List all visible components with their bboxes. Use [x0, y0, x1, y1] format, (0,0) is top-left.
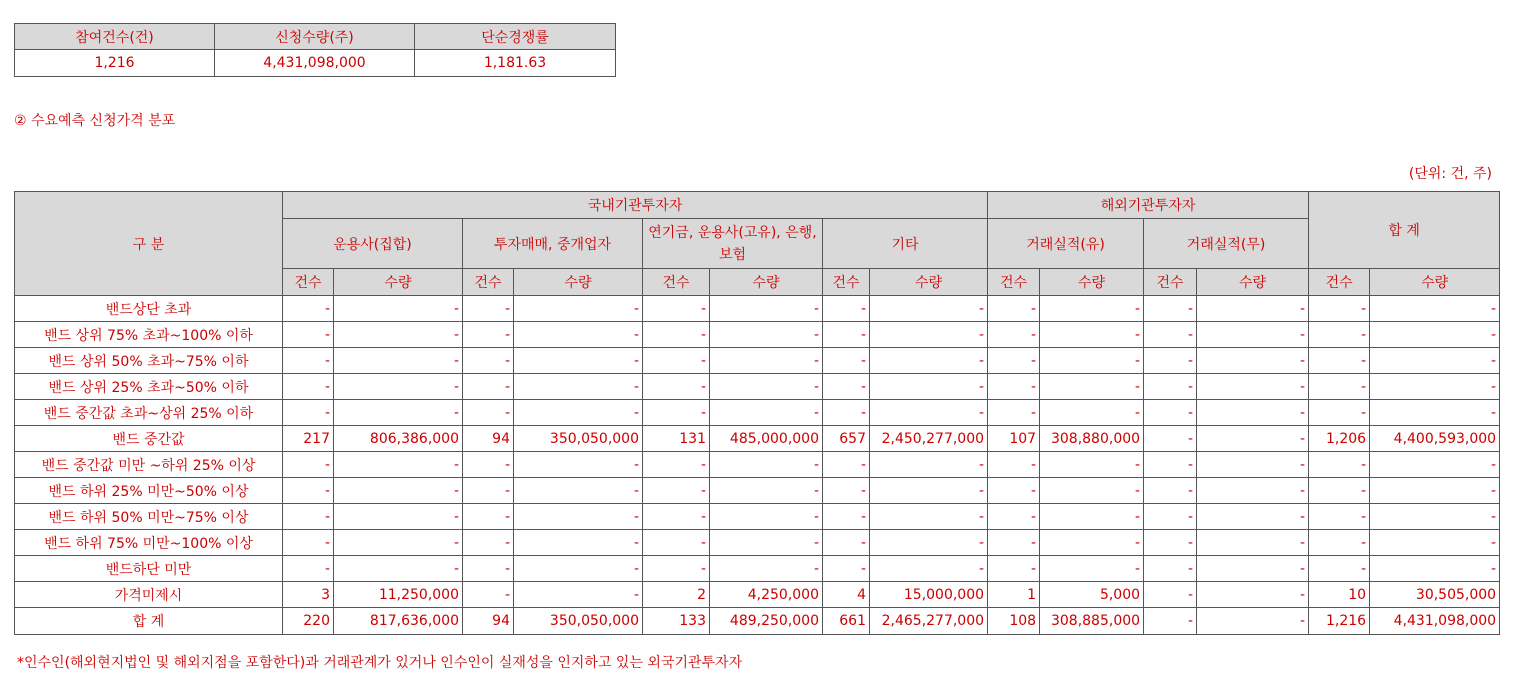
header-count: 건수: [463, 269, 514, 296]
summary-quantity: 4,431,098,000: [215, 50, 415, 77]
summary-header-row: [15, 24, 616, 50]
count-cell: -: [283, 452, 334, 478]
header-qty: 수량: [1040, 269, 1144, 296]
count-cell: -: [1144, 452, 1197, 478]
count-cell: -: [1144, 400, 1197, 426]
header-count: 건수: [823, 269, 870, 296]
quantity-cell: 4,400,593,000: [1370, 426, 1500, 452]
quantity-cell: -: [334, 478, 463, 504]
quantity-cell: 15,000,000: [870, 582, 988, 608]
row-label: 밴드 하위 75% 미만~100% 이상: [15, 530, 283, 556]
quantity-cell: -: [710, 348, 823, 374]
quantity-cell: -: [710, 478, 823, 504]
quantity-cell: -: [514, 348, 643, 374]
quantity-cell: 485,000,000: [710, 426, 823, 452]
count-cell: -: [1309, 400, 1370, 426]
count-cell: 10: [1309, 582, 1370, 608]
quantity-cell: -: [514, 452, 643, 478]
count-cell: 2: [643, 582, 710, 608]
header-qty: 수량: [1197, 269, 1309, 296]
quantity-cell: -: [514, 556, 643, 582]
count-cell: -: [463, 478, 514, 504]
header-qty: 수량: [514, 269, 643, 296]
count-cell: 3: [283, 582, 334, 608]
row-label: 밴드 하위 50% 미만~75% 이상: [15, 504, 283, 530]
count-cell: -: [988, 530, 1040, 556]
count-cell: -: [463, 556, 514, 582]
count-cell: -: [1309, 504, 1370, 530]
quantity-cell: -: [334, 296, 463, 322]
quantity-cell: -: [1370, 478, 1500, 504]
count-cell: -: [988, 452, 1040, 478]
header-count: 건수: [643, 269, 710, 296]
quantity-cell: -: [1370, 504, 1500, 530]
quantity-cell: -: [334, 452, 463, 478]
quantity-cell: -: [1197, 426, 1309, 452]
summary-value-row: [15, 50, 616, 77]
unit-label: (단위: 건, 주): [1408, 166, 1492, 182]
quantity-cell: -: [1197, 478, 1309, 504]
count-cell: -: [283, 348, 334, 374]
header-count: 건수: [988, 269, 1040, 296]
quantity-cell: -: [1370, 296, 1500, 322]
table-row: [15, 478, 1500, 504]
count-cell: -: [643, 348, 710, 374]
quantity-cell: 4,250,000: [710, 582, 823, 608]
count-cell: -: [283, 530, 334, 556]
count-cell: -: [463, 374, 514, 400]
quantity-cell: -: [870, 296, 988, 322]
header-qty: 수량: [710, 269, 823, 296]
row-label: 밴드 상위 50% 초과~75% 이하: [15, 348, 283, 374]
count-cell: -: [463, 322, 514, 348]
table-row: [15, 608, 1500, 635]
count-cell: -: [1144, 608, 1197, 635]
table-row: [15, 348, 1500, 374]
quantity-cell: -: [1040, 322, 1144, 348]
quantity-cell: -: [1370, 556, 1500, 582]
quantity-cell: -: [514, 582, 643, 608]
table-row: [15, 426, 1500, 452]
count-cell: -: [1309, 452, 1370, 478]
quantity-cell: -: [1197, 556, 1309, 582]
count-cell: -: [1309, 348, 1370, 374]
count-cell: -: [283, 296, 334, 322]
quantity-cell: -: [1040, 452, 1144, 478]
count-cell: -: [643, 556, 710, 582]
header-row-1: [15, 192, 1500, 219]
count-cell: -: [1309, 556, 1370, 582]
header-record-yes: 거래실적(유): [988, 219, 1144, 269]
quantity-cell: -: [1197, 608, 1309, 635]
quantity-cell: -: [870, 452, 988, 478]
header-dealer: 투자매매, 중개업자: [463, 219, 643, 269]
count-cell: -: [1144, 556, 1197, 582]
header-qty: 수량: [1370, 269, 1500, 296]
quantity-cell: -: [870, 478, 988, 504]
quantity-cell: -: [1370, 374, 1500, 400]
quantity-cell: -: [1370, 400, 1500, 426]
quantity-cell: -: [1040, 478, 1144, 504]
price-distribution-table: [14, 191, 1500, 635]
quantity-cell: -: [514, 530, 643, 556]
footnote: *인수인(해외현지법인 및 해외지점을 포함한다)과 거래관계가 있거나 인수인이 실재성을 인지하고 있는 외국기관투자자: [17, 655, 743, 671]
count-cell: -: [823, 478, 870, 504]
quantity-cell: 11,250,000: [334, 582, 463, 608]
quantity-cell: -: [710, 452, 823, 478]
count-cell: -: [823, 374, 870, 400]
count-cell: -: [283, 374, 334, 400]
table-row: [15, 296, 1500, 322]
header-asset-mgmt: 운용사(집합): [283, 219, 463, 269]
count-cell: -: [463, 348, 514, 374]
quantity-cell: -: [710, 400, 823, 426]
count-cell: 217: [283, 426, 334, 452]
quantity-cell: -: [1197, 322, 1309, 348]
row-label: 밴드 상위 25% 초과~50% 이하: [15, 374, 283, 400]
count-cell: 107: [988, 426, 1040, 452]
quantity-cell: 2,465,277,000: [870, 608, 988, 635]
count-cell: -: [988, 296, 1040, 322]
quantity-cell: -: [1197, 348, 1309, 374]
header-pension: 연기금, 운용사(고유), 은행, 보험: [643, 219, 823, 269]
summary-header-competition-rate: 단순경쟁률: [415, 24, 616, 50]
quantity-cell: -: [1040, 400, 1144, 426]
count-cell: -: [463, 296, 514, 322]
table-row: [15, 530, 1500, 556]
quantity-cell: -: [1040, 348, 1144, 374]
quantity-cell: -: [710, 556, 823, 582]
quantity-cell: -: [514, 374, 643, 400]
count-cell: -: [988, 322, 1040, 348]
count-cell: -: [823, 452, 870, 478]
row-label: 밴드상단 초과: [15, 296, 283, 322]
header-count: 건수: [1309, 269, 1370, 296]
quantity-cell: -: [334, 374, 463, 400]
summary-header-participants: 참여건수(건): [15, 24, 215, 50]
count-cell: -: [988, 374, 1040, 400]
row-label: 밴드 중간값 미만 ~하위 25% 이상: [15, 452, 283, 478]
quantity-cell: -: [710, 322, 823, 348]
quantity-cell: -: [870, 400, 988, 426]
section-title: ② 수요예측 신청가격 분포: [14, 113, 176, 129]
quantity-cell: -: [1370, 452, 1500, 478]
count-cell: -: [1309, 530, 1370, 556]
count-cell: 133: [643, 608, 710, 635]
count-cell: -: [988, 400, 1040, 426]
header-count: 건수: [1144, 269, 1197, 296]
count-cell: -: [643, 452, 710, 478]
quantity-cell: -: [870, 374, 988, 400]
quantity-cell: 4,431,098,000: [1370, 608, 1500, 635]
count-cell: -: [283, 400, 334, 426]
quantity-cell: 806,386,000: [334, 426, 463, 452]
table-body: [15, 296, 1500, 635]
count-cell: 1: [988, 582, 1040, 608]
count-cell: -: [1144, 374, 1197, 400]
table-row: [15, 504, 1500, 530]
quantity-cell: 2,450,277,000: [870, 426, 988, 452]
quantity-cell: -: [1370, 322, 1500, 348]
count-cell: -: [823, 504, 870, 530]
count-cell: -: [643, 322, 710, 348]
count-cell: -: [988, 478, 1040, 504]
header-foreign: 해외기관투자자: [988, 192, 1309, 219]
row-label: 밴드 하위 25% 미만~50% 이상: [15, 478, 283, 504]
quantity-cell: -: [1197, 296, 1309, 322]
count-cell: 661: [823, 608, 870, 635]
quantity-cell: -: [514, 322, 643, 348]
count-cell: -: [823, 322, 870, 348]
count-cell: 131: [643, 426, 710, 452]
quantity-cell: -: [870, 530, 988, 556]
count-cell: -: [1144, 478, 1197, 504]
quantity-cell: -: [870, 504, 988, 530]
count-cell: -: [643, 530, 710, 556]
header-count: 건수: [283, 269, 334, 296]
summary-header-quantity: 신청수량(주): [215, 24, 415, 50]
quantity-cell: -: [870, 322, 988, 348]
count-cell: -: [1309, 374, 1370, 400]
header-domestic: 국내기관투자자: [283, 192, 988, 219]
count-cell: -: [1309, 478, 1370, 504]
count-cell: 220: [283, 608, 334, 635]
count-cell: -: [1144, 530, 1197, 556]
quantity-cell: -: [1040, 530, 1144, 556]
table-row: [15, 556, 1500, 582]
count-cell: -: [643, 296, 710, 322]
count-cell: -: [1144, 296, 1197, 322]
row-label: 밴드하단 미만: [15, 556, 283, 582]
quantity-cell: -: [710, 374, 823, 400]
quantity-cell: -: [1040, 556, 1144, 582]
count-cell: -: [283, 504, 334, 530]
quantity-cell: -: [514, 296, 643, 322]
quantity-cell: -: [334, 530, 463, 556]
count-cell: 94: [463, 608, 514, 635]
quantity-cell: -: [514, 478, 643, 504]
count-cell: 657: [823, 426, 870, 452]
count-cell: -: [463, 400, 514, 426]
header-qty: 수량: [334, 269, 463, 296]
summary-table: [14, 23, 616, 77]
count-cell: -: [1144, 426, 1197, 452]
count-cell: 94: [463, 426, 514, 452]
quantity-cell: -: [334, 322, 463, 348]
table-row: [15, 582, 1500, 608]
quantity-cell: -: [1197, 400, 1309, 426]
count-cell: -: [988, 348, 1040, 374]
count-cell: -: [643, 374, 710, 400]
quantity-cell: -: [710, 530, 823, 556]
count-cell: -: [463, 504, 514, 530]
count-cell: -: [463, 452, 514, 478]
quantity-cell: 350,050,000: [514, 426, 643, 452]
count-cell: 108: [988, 608, 1040, 635]
quantity-cell: -: [334, 504, 463, 530]
quantity-cell: -: [1040, 296, 1144, 322]
table-row: [15, 322, 1500, 348]
quantity-cell: -: [334, 348, 463, 374]
count-cell: -: [283, 556, 334, 582]
count-cell: -: [823, 348, 870, 374]
quantity-cell: -: [514, 504, 643, 530]
count-cell: -: [283, 322, 334, 348]
quantity-cell: -: [1197, 374, 1309, 400]
count-cell: -: [643, 400, 710, 426]
count-cell: -: [823, 400, 870, 426]
count-cell: 1,216: [1309, 608, 1370, 635]
header-total: 합 계: [1309, 192, 1500, 269]
summary-participants: 1,216: [15, 50, 215, 77]
quantity-cell: -: [870, 556, 988, 582]
quantity-cell: 489,250,000: [710, 608, 823, 635]
quantity-cell: -: [710, 296, 823, 322]
count-cell: -: [1309, 322, 1370, 348]
quantity-cell: -: [1370, 348, 1500, 374]
row-label: 합 계: [15, 608, 283, 635]
count-cell: -: [283, 478, 334, 504]
quantity-cell: -: [514, 400, 643, 426]
quantity-cell: 30,505,000: [1370, 582, 1500, 608]
count-cell: -: [1309, 296, 1370, 322]
row-label: 밴드 중간값 초과~상위 25% 이하: [15, 400, 283, 426]
table-row: [15, 374, 1500, 400]
table-row: [15, 452, 1500, 478]
count-cell: -: [823, 530, 870, 556]
quantity-cell: -: [1370, 530, 1500, 556]
header-record-no: 거래실적(무): [1144, 219, 1309, 269]
count-cell: -: [823, 556, 870, 582]
row-label: 밴드 중간값: [15, 426, 283, 452]
header-other: 기타: [823, 219, 988, 269]
quantity-cell: -: [1040, 504, 1144, 530]
row-label: 가격미제시: [15, 582, 283, 608]
quantity-cell: 308,885,000: [1040, 608, 1144, 635]
quantity-cell: -: [1197, 582, 1309, 608]
table-row: [15, 400, 1500, 426]
quantity-cell: -: [1197, 530, 1309, 556]
count-cell: -: [823, 296, 870, 322]
row-label: 밴드 상위 75% 초과~100% 이하: [15, 322, 283, 348]
header-qty: 수량: [870, 269, 988, 296]
count-cell: -: [643, 478, 710, 504]
count-cell: -: [643, 504, 710, 530]
count-cell: 4: [823, 582, 870, 608]
quantity-cell: 308,880,000: [1040, 426, 1144, 452]
count-cell: -: [1144, 348, 1197, 374]
count-cell: -: [988, 556, 1040, 582]
count-cell: -: [463, 530, 514, 556]
quantity-cell: -: [334, 556, 463, 582]
quantity-cell: -: [1197, 504, 1309, 530]
summary-competition-rate: 1,181.63: [415, 50, 616, 77]
count-cell: 1,206: [1309, 426, 1370, 452]
count-cell: -: [988, 504, 1040, 530]
quantity-cell: 350,050,000: [514, 608, 643, 635]
count-cell: -: [1144, 322, 1197, 348]
quantity-cell: 5,000: [1040, 582, 1144, 608]
quantity-cell: -: [710, 504, 823, 530]
header-category: 구 분: [15, 192, 283, 296]
count-cell: -: [463, 582, 514, 608]
quantity-cell: 817,636,000: [334, 608, 463, 635]
count-cell: -: [1144, 582, 1197, 608]
count-cell: -: [1144, 504, 1197, 530]
quantity-cell: -: [1197, 452, 1309, 478]
quantity-cell: -: [1040, 374, 1144, 400]
quantity-cell: -: [870, 348, 988, 374]
quantity-cell: -: [334, 400, 463, 426]
